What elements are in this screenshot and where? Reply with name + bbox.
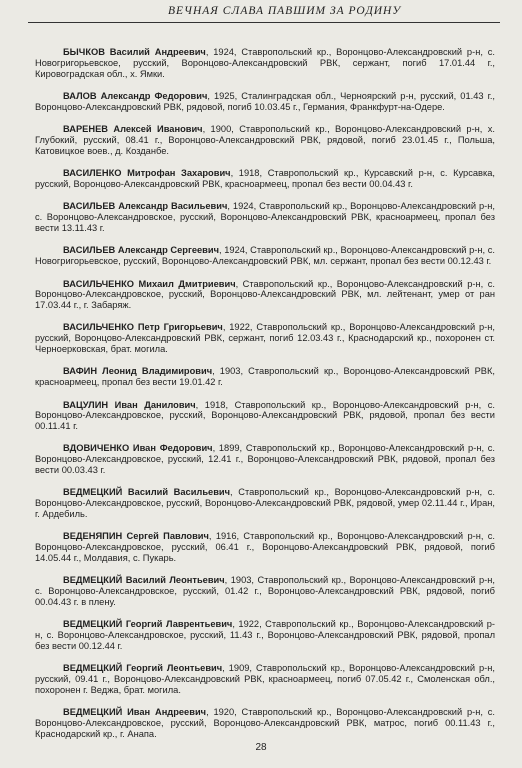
entry-name: ВЕДМЕЦКИЙ Василий Леонтьевич — [63, 575, 225, 586]
list-item — [35, 201, 495, 233]
list-item — [35, 279, 495, 311]
list-item — [35, 91, 495, 113]
entry-name: ВЕДЕНЯПИН Сергей Павлович — [63, 531, 209, 542]
entry-text: , 1918, Ставропольский кр., Курсавский р-н, с. Курсавка, русский, Воронцово-Александровский РВК, красноармеец, пропал без вести 00.04.43 г. — [35, 168, 496, 190]
list-item — [35, 531, 495, 563]
entry-name: БЫЧКОВ Василий Андреевич — [63, 47, 206, 58]
entry-name: ВАЦУЛИН Иван Данилович — [63, 399, 196, 410]
entry-name: ВАСИЛЬЧЕНКО Михаил Дмитриевич — [63, 278, 236, 289]
entry-name: ВАСИЛЬЧЕНКО Петр Григорьевич — [63, 322, 223, 333]
list-item — [35, 619, 495, 651]
list-item — [35, 124, 495, 156]
entry-text: , 1899, Ставропольский кр., Воронцово-Александровский р-н, с. Воронцово-Александровское, русский, 12.41 г., Воронцово-Александровский РВК, рядовой, пропал без вести 00.03.43 г. — [35, 443, 495, 476]
entry-text: , 1900, Ставропольский кр., Воронцово-Александровский р-н, х. Глубокий, русский, 08.41 г., Воронцово-Александровский РВК, рядовой, погиб 23.01.45 г., Польша, Катовицкое воев., д. Козданбе. — [35, 124, 496, 156]
running-header: ВЕЧНАЯ СЛАВА ПАВШИМ ЗА РОДИНУ — [168, 5, 402, 17]
entry-text: , 1903, Ставропольский кр., Воронцово-Александровский р-н, с. Воронцово-Александровское, русский, 01.42 г., Воронцово-Александровский РВК, рядовой, погиб 00.04.43 г. в плену. — [35, 575, 495, 607]
entry-text: , Ставропольский кр., Воронцово-Александровский р-н, с. Воронцово-Александровское, русский, Воронцово-Александровский РВК, мл. лейтенант, умер от ран 17.03.44 г., г. Забаряж. — [35, 278, 495, 311]
entry-text: , 1925, Сталинградская обл., Черноярский р-н, русский, 01.43 г., Воронцово-Александровский РВК, рядовой, погиб 10.03.45 г., Германия, Франкфурт-на-Одере. — [35, 91, 495, 113]
entry-text: , 1903, Ставропольский кр., Воронцово-Александровский РВК, красноармеец, пропал без вести 19.01.42 г. — [35, 366, 495, 388]
entry-text: , 1924, Ставропольский кр., Воронцово-Александровский р-н, с. Новогригорьевское, русский, Воронцово-Александровский РВК, мл. сержант, пропал без вести 00.12.43 г. — [35, 245, 495, 267]
entry-name: ВАФИН Леонид Владимирович — [63, 366, 213, 377]
entry-name: ВАСИЛЬЕВ Александр Васильевич — [63, 201, 228, 212]
list-item — [35, 322, 495, 354]
list-item — [35, 168, 495, 190]
entry-name: ВЕДМЕЦКИЙ Василий Васильевич — [63, 487, 231, 498]
entry-name: ВЕДМЕЦКИЙ Иван Андреевич — [63, 707, 207, 718]
entry-text: , 1916, Ставропольский кр., Воронцово-Александровский р-н, с. Воронцово-Александровское, русский, 06.41 г., Воронцово-Александровский РВК, рядовой, погиб 14.05.44 г., Молдавия, с. Пукарь. — [35, 531, 495, 563]
entry-name: ВЕДМЕЦКИЙ Георгий Лаврентьевич — [63, 619, 233, 630]
page-number: 28 — [255, 742, 267, 753]
entry-name: ВАЛОВ Александр Федорович — [63, 91, 208, 102]
entry-text: , 1918, Ставропольский кр., Воронцово-Александровский р-н, с. Воронцово-Александровское, русский, Воронцово-Александровский РВК, рядовой, пропал без вести 00.11.41 г. — [35, 399, 495, 432]
list-item — [35, 400, 495, 432]
list-item — [35, 245, 495, 267]
header-rule — [28, 22, 500, 23]
list-item — [35, 663, 495, 695]
entry-text: , 1924, Ставропольский кр., Воронцово-Александровский р-н, с. Воронцово-Александровское, русский, Воронцово-Александровский РВК, красноармеец, пропал без вести 13.11.43 г. — [35, 201, 495, 234]
list-item — [35, 487, 495, 519]
entry-text: , 1922, Ставропольский кр., Воронцово-Александровский р-н, русский, Воронцово-Александровский РВК, сержант, погиб 12.03.43 г., Краснодарский кр., похоронен ст. Черноерковская, брат. могила. — [35, 322, 495, 355]
entry-name: ВЕДМЕЦКИЙ Георгий Леонтьевич — [63, 663, 223, 674]
list-item — [35, 47, 495, 79]
entry-name: ВАСИЛЕНКО Митрофан Захарович — [63, 168, 231, 179]
list-item — [35, 707, 495, 739]
entry-name: ВДОВИЧЕНКО Иван Федорович — [63, 443, 213, 454]
entry-text: , Ставропольский кр., Воронцово-Александровский р-н, с. Воронцово-Александровское, русский, Воронцово-Александровский РВК, рядовой, умер 02.11.44 г., Иран, г. Ардебиль. — [35, 487, 495, 520]
entry-name: ВАРЕНЕВ Алексей Иванович — [63, 124, 203, 135]
entry-text: , 1909, Ставропольский кр., Воронцово-Александровский р-н, русский, 09.41 г., Воронцово-Александровский РВК, красноармеец, погиб 07.05.42 г., Смоленская обл., похоронен г. Веджа, брат. могила. — [35, 663, 495, 695]
entry-text: , 1924, Ставропольский кр., Воронцово-Александровский р-н, с. Новогригорьевское, русский, Воронцово-Александровский РВК, сержант, погиб 17.01.44 г., Кировоградская обл., х. Ямки. — [35, 47, 495, 79]
list-item — [35, 443, 495, 475]
entry-text: , 1920, Ставропольский кр., Воронцово-Александровский р-н, с. Воронцово-Александровское, русский, Воронцово-Александровский РВК, матрос, погиб 00.11.43 г., Краснодарский кр., г. Анапа. — [35, 707, 495, 739]
list-item — [35, 575, 495, 607]
entry-text: , 1922, Ставропольский кр., Воронцово-Александровский р-н, с. Воронцово-Александровское, русский, 11.43 г., Воронцово-Александровский РВК, рядовой, пропал без вести 00.12.44 г. — [35, 619, 495, 651]
entry-list — [35, 38, 495, 751]
list-item — [35, 366, 495, 388]
entry-name: ВАСИЛЬЕВ Александр Сергеевич — [63, 245, 219, 256]
